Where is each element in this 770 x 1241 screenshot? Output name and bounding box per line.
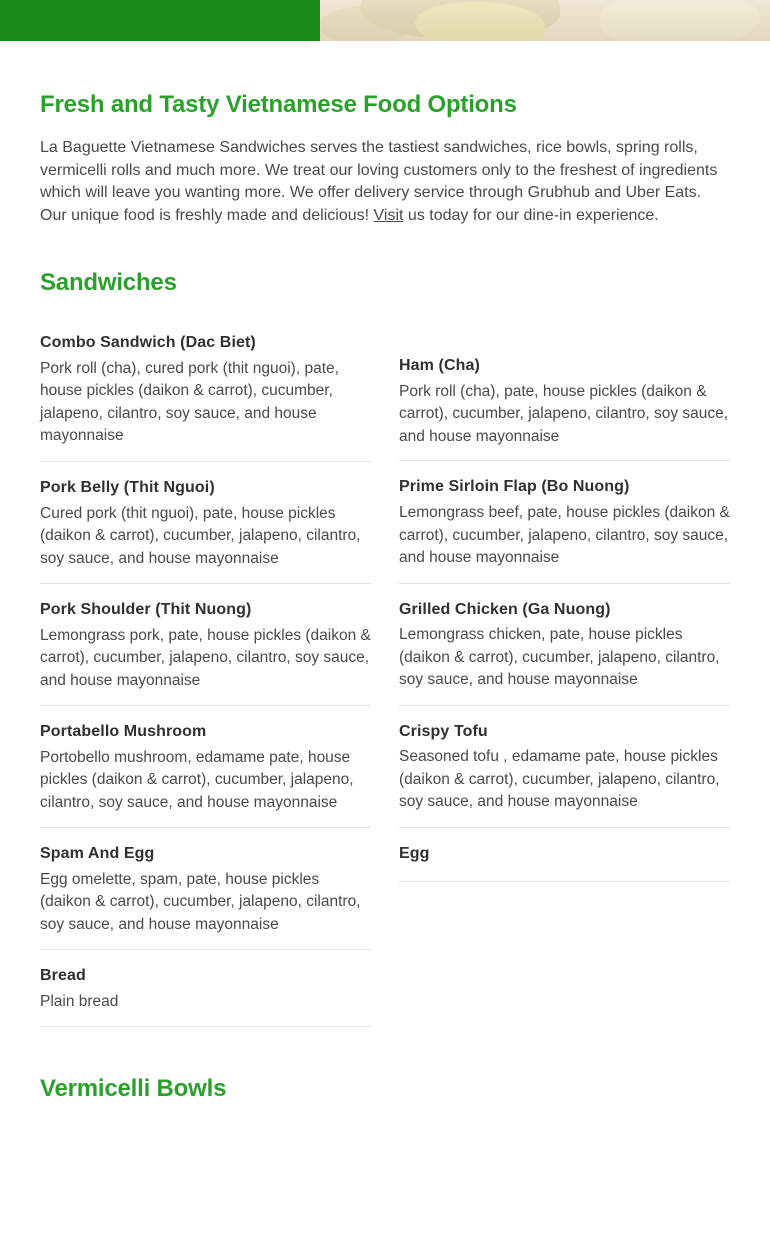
- menu-item-name: Pork Shoulder (Thit Nuong): [40, 601, 252, 619]
- menu-item: [399, 843, 730, 883]
- menu-item: [40, 477, 371, 584]
- intro-text-before-link: La Baguette Vietnamese Sandwiches serves the tastiest sandwiches, rice bowls, spring rolls, vermicelli rolls and much more. We treat our loving customers only to the freshest of ingredients which will leave you wanting more. We offer delivery service through Grubhub and Uber Eats. Our unique food is freshly made and delicious!: [40, 139, 718, 224]
- menu-item-description: Egg omelette, spam, pate, house pickles (daikon & carrot), cucumber, jalapeno, cilantro, soy sauce, and house mayonnaise: [40, 870, 361, 933]
- menu-item-name: Pork Belly (Thit Nguoi): [40, 478, 215, 496]
- menu-item-name: Egg: [399, 844, 430, 862]
- menu-item-description: Lemongrass chicken, pate, house pickles (daikon & carrot), cucumber, jalapeno, cilantro, soy sauce, and house mayonnaise: [399, 626, 720, 689]
- menu-item-description: Lemongrass pork, pate, house pickles (daikon & carrot), cucumber, jalapeno, cilantro, soy sauce, and house mayonnaise: [40, 626, 371, 689]
- menu-column-left: [40, 332, 371, 1027]
- menu-item-name: Combo Sandwich (Dac Biet): [40, 334, 256, 352]
- menu-item-name: Prime Sirloin Flap (Bo Nuong): [399, 478, 630, 496]
- visit-link[interactable]: Visit: [373, 206, 404, 224]
- photo-shading: [320, 0, 770, 41]
- menu-item-description: Plain bread: [40, 992, 119, 1010]
- menu-item: [399, 599, 730, 706]
- menu-item-description: Lemongrass beef, pate, house pickles (daikon & carrot), cucumber, jalapeno, cilantro, soy sauce, and house mayonnaise: [399, 504, 730, 567]
- banner-food-photo: [320, 0, 770, 41]
- menu-item: [40, 843, 371, 950]
- menu-item-name: Crispy Tofu: [399, 722, 488, 740]
- page-banner: [0, 0, 770, 41]
- section-heading-vermicelli-bowls: Vermicelli Bowls: [40, 1075, 227, 1103]
- menu-item: [40, 721, 371, 828]
- menu-item: [40, 599, 371, 706]
- menu-item-description: Portobello mushroom, edamame pate, house pickles (daikon & carrot), cucumber, jalapeno, cilantro, soy sauce, and house mayonnaise: [40, 748, 354, 811]
- menu-item-name: Grilled Chicken (Ga Nuong): [399, 600, 611, 618]
- menu-item: [40, 965, 371, 1027]
- menu-item-name: Ham (Cha): [399, 357, 480, 375]
- intro-text-after-link: us today for our dine-in experience.: [403, 206, 659, 224]
- page-content: [0, 89, 770, 1105]
- banner-green-block: [0, 0, 320, 41]
- section-heading-sandwiches: Sandwiches: [40, 269, 177, 297]
- menu-item: [40, 332, 371, 462]
- menu-item-name: Bread: [40, 967, 86, 985]
- intro-paragraph: [40, 137, 730, 227]
- menu-item-name: Spam And Egg: [40, 845, 155, 863]
- sandwiches-menu-grid: [40, 332, 730, 1027]
- menu-item-description: Seasoned tofu , edamame pate, house pickles (daikon & carrot), cucumber, jalapeno, cilantro, soy sauce, and house mayonnaise: [399, 748, 720, 811]
- menu-item: [399, 476, 730, 583]
- menu-item-name: Portabello Mushroom: [40, 723, 207, 741]
- menu-item-description: Cured pork (thit nguoi), pate, house pickles (daikon & carrot), cucumber, jalapeno, cilantro, soy sauce, and house mayonnaise: [40, 504, 361, 567]
- menu-column-right: [399, 332, 730, 1027]
- menu-item: [399, 721, 730, 828]
- menu-item-description: Pork roll (cha), cured pork (thit nguoi), pate, house pickles (daikon & carrot), cucumber, jalapeno, cilantro, soy sauce, and house mayonnaise: [40, 359, 339, 445]
- page-title: Fresh and Tasty Vietnamese Food Options: [40, 91, 517, 118]
- menu-item-description: Pork roll (cha), pate, house pickles (daikon & carrot), cucumber, jalapeno, cilantro, soy sauce, and house mayonnaise: [399, 382, 729, 445]
- menu-item: [399, 355, 730, 461]
